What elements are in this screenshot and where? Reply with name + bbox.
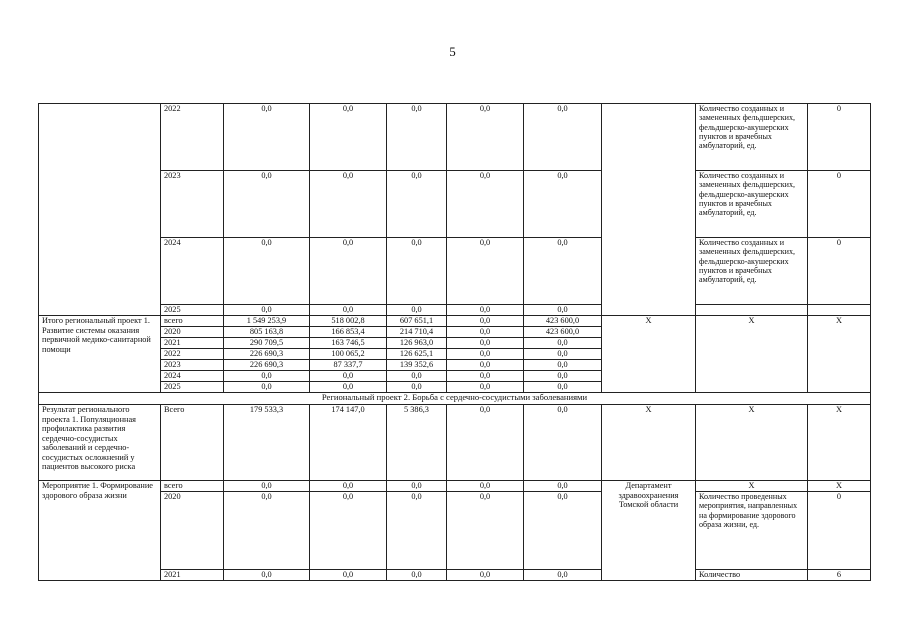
value-cell: 139 352,6 — [387, 360, 447, 371]
value-cell: 0,0 — [224, 382, 310, 393]
value-cell: 0,0 — [447, 371, 524, 382]
value-cell: 5 386,3 — [387, 405, 447, 481]
value-cell: 1 549 253,9 — [224, 316, 310, 327]
table-row — [39, 104, 871, 171]
indicator-cell: Количество созданных и замененных фельдшерских, фельдшерско-акушерских пунктов и врачебных амбулаторий, ед. — [696, 238, 808, 305]
x-mark: X — [696, 481, 808, 492]
value-cell: 0,0 — [224, 171, 310, 238]
target-cell: 0 — [808, 104, 871, 171]
value-cell: 0,0 — [524, 481, 602, 492]
table-row — [39, 481, 871, 492]
value-cell: 0,0 — [387, 305, 447, 316]
table-row — [39, 405, 871, 481]
year-cell: 2021 — [161, 570, 224, 581]
value-cell: 0,0 — [387, 570, 447, 581]
table-row — [39, 316, 871, 327]
year-cell: 2023 — [161, 360, 224, 371]
value-cell: 0,0 — [524, 382, 602, 393]
value-cell: 0,0 — [447, 327, 524, 338]
result-label: Результат регионального проекта 1. Популяционная профилактика развития сердечно-сосудистых заболеваний и сердечно-сосудистых осложнений у пациентов высокого риска — [39, 405, 161, 481]
value-cell: 0,0 — [524, 104, 602, 171]
value-cell: 166 853,4 — [310, 327, 387, 338]
value-cell: 214 710,4 — [387, 327, 447, 338]
table-row — [39, 171, 871, 238]
value-cell: 126 963,0 — [387, 338, 447, 349]
value-cell: 0,0 — [447, 305, 524, 316]
table-row — [39, 492, 871, 570]
value-cell: 226 690,3 — [224, 360, 310, 371]
value-cell: 0,0 — [224, 481, 310, 492]
year-cell: 2025 — [161, 382, 224, 393]
value-cell: 0,0 — [310, 305, 387, 316]
x-mark: X — [696, 316, 808, 393]
year-cell: 2020 — [161, 327, 224, 338]
indicator-cell: Количество созданных и замененных фельдшерских, фельдшерско-акушерских пунктов и врачебных амбулаторий, ед. — [696, 104, 808, 171]
x-mark: X — [808, 405, 871, 481]
x-mark: X — [808, 316, 871, 393]
empty-target-cell — [808, 305, 871, 316]
value-cell: 0,0 — [447, 316, 524, 327]
value-cell: 0,0 — [524, 570, 602, 581]
value-cell: 174 147,0 — [310, 405, 387, 481]
value-cell: 163 746,5 — [310, 338, 387, 349]
value-cell: 0,0 — [310, 570, 387, 581]
value-cell: 0,0 — [447, 360, 524, 371]
year-cell: 2023 — [161, 171, 224, 238]
budget-table — [38, 103, 871, 581]
value-cell: 290 709,5 — [224, 338, 310, 349]
value-cell: 0,0 — [447, 382, 524, 393]
value-cell: 0,0 — [524, 349, 602, 360]
x-mark: X — [696, 405, 808, 481]
section-title: Региональный проект 2. Борьба с сердечно-сосудистыми заболеваниями — [39, 393, 871, 405]
target-cell: 6 — [808, 570, 871, 581]
x-mark: X — [602, 316, 696, 393]
value-cell: 87 337,7 — [310, 360, 387, 371]
value-cell: 0,0 — [447, 338, 524, 349]
year-cell: 2022 — [161, 104, 224, 171]
target-cell: 0 — [808, 171, 871, 238]
value-cell: 518 002,8 — [310, 316, 387, 327]
value-cell: 0,0 — [310, 104, 387, 171]
event-label: Мероприятие 1. Формирование здорового образа жизни — [39, 481, 161, 581]
value-cell: 0,0 — [224, 570, 310, 581]
value-cell: 0,0 — [447, 238, 524, 305]
value-cell: 0,0 — [447, 171, 524, 238]
value-cell: 0,0 — [387, 104, 447, 171]
indicator-cell: Количество проведенных мероприятия, направленных на формирование здорового образа жизни, ед. — [696, 492, 808, 570]
value-cell: 0,0 — [447, 104, 524, 171]
year-cell: 2024 — [161, 371, 224, 382]
value-cell: 0,0 — [387, 171, 447, 238]
empty-executor-cell — [602, 104, 696, 316]
value-cell: 0,0 — [224, 104, 310, 171]
value-cell: 100 065,2 — [310, 349, 387, 360]
value-cell: 423 600,0 — [524, 327, 602, 338]
value-cell: 607 651,1 — [387, 316, 447, 327]
table-row — [39, 305, 871, 316]
value-cell: 0,0 — [224, 492, 310, 570]
table-row — [39, 393, 871, 405]
value-cell: 0,0 — [224, 238, 310, 305]
value-cell: 0,0 — [524, 305, 602, 316]
value-cell: 0,0 — [524, 360, 602, 371]
page-number: 5 — [449, 44, 456, 59]
value-cell: 179 533,3 — [224, 405, 310, 481]
value-cell: 0,0 — [447, 349, 524, 360]
value-cell: 0,0 — [310, 238, 387, 305]
value-cell: 0,0 — [387, 492, 447, 570]
value-cell: 423 600,0 — [524, 316, 602, 327]
value-cell: 0,0 — [224, 305, 310, 316]
value-cell: 0,0 — [447, 481, 524, 492]
x-mark: X — [808, 481, 871, 492]
value-cell: 226 690,3 — [224, 349, 310, 360]
indicator-cell: Количество — [696, 570, 808, 581]
year-cell: 2021 — [161, 338, 224, 349]
value-cell: 0,0 — [524, 492, 602, 570]
value-cell: 0,0 — [387, 382, 447, 393]
value-cell: 126 625,1 — [387, 349, 447, 360]
value-cell: 0,0 — [447, 570, 524, 581]
executor-cell: Департамент здравоохранения Томской области — [602, 481, 696, 581]
empty-indicator-cell — [696, 305, 808, 316]
value-cell: 0,0 — [387, 481, 447, 492]
value-cell: 0,0 — [524, 371, 602, 382]
value-cell: 0,0 — [310, 481, 387, 492]
year-cell: 2020 — [161, 492, 224, 570]
value-cell: 0,0 — [310, 171, 387, 238]
value-cell: 0,0 — [310, 371, 387, 382]
x-mark: X — [602, 405, 696, 481]
table-row — [39, 570, 871, 581]
year-cell: 2022 — [161, 349, 224, 360]
value-cell: 0,0 — [524, 405, 602, 481]
table-row — [39, 238, 871, 305]
target-cell: 0 — [808, 492, 871, 570]
value-cell: 0,0 — [387, 371, 447, 382]
empty-name-cell — [39, 104, 161, 316]
year-cell: Всего — [161, 405, 224, 481]
value-cell: 0,0 — [447, 492, 524, 570]
total-rp1-label: Итого региональный проект 1. Развитие системы оказания первичной медико-санитарной помощи — [39, 316, 161, 393]
indicator-cell: Количество созданных и замененных фельдшерских, фельдшерско-акушерских пунктов и врачебных амбулаторий, ед. — [696, 171, 808, 238]
value-cell: 805 163,8 — [224, 327, 310, 338]
value-cell: 0,0 — [310, 382, 387, 393]
value-cell: 0,0 — [524, 238, 602, 305]
year-cell: всего — [161, 481, 224, 492]
value-cell: 0,0 — [387, 238, 447, 305]
target-cell: 0 — [808, 238, 871, 305]
year-cell: 2024 — [161, 238, 224, 305]
value-cell: 0,0 — [524, 171, 602, 238]
year-cell: 2025 — [161, 305, 224, 316]
value-cell: 0,0 — [524, 338, 602, 349]
year-cell: всего — [161, 316, 224, 327]
value-cell: 0,0 — [224, 371, 310, 382]
value-cell: 0,0 — [447, 405, 524, 481]
value-cell: 0,0 — [310, 492, 387, 570]
